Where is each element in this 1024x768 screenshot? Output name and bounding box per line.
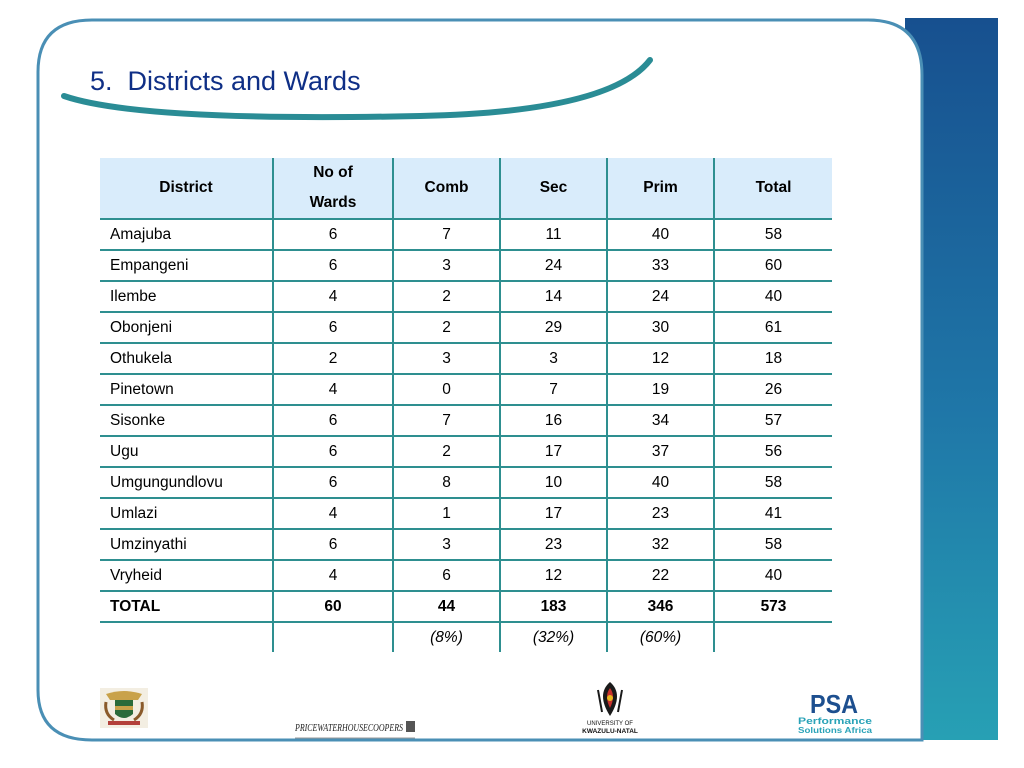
- cell-total: 41: [714, 498, 832, 529]
- pwc-wordmark: PRICEWATERHOUSECOOPERS: [294, 723, 404, 734]
- cell-district: Vryheid: [100, 560, 273, 591]
- cell-sec: 183: [500, 591, 607, 622]
- cell-total: [714, 622, 832, 652]
- cell-wards: 4: [273, 281, 393, 312]
- table-row: [100, 405, 832, 436]
- cell-comb: 7: [393, 219, 500, 250]
- cell-district: Sisonke: [100, 405, 273, 436]
- cell-district: Umlazi: [100, 498, 273, 529]
- cell-district: Ugu: [100, 436, 273, 467]
- cell-district: TOTAL: [100, 591, 273, 622]
- cell-district: Othukela: [100, 343, 273, 374]
- cell-prim: 40: [607, 219, 714, 250]
- cell-total: 58: [714, 219, 832, 250]
- table-row: [100, 374, 832, 405]
- percentage-row: [100, 622, 832, 652]
- header-wards-line2: Wards: [309, 194, 357, 211]
- psa-line2: Solutions Africa: [798, 726, 873, 735]
- ukzn-line1: UNIVERSITY OF: [587, 721, 633, 727]
- cell-comb: 7: [393, 405, 500, 436]
- cell-wards: 6: [273, 312, 393, 343]
- cell-total: 40: [714, 560, 832, 591]
- cell-comb: 2: [393, 436, 500, 467]
- cell-comb: 44: [393, 591, 500, 622]
- cell-prim: 22: [607, 560, 714, 591]
- cell-comb: 0: [393, 374, 500, 405]
- cell-total: 40: [714, 281, 832, 312]
- cell-wards: 6: [273, 219, 393, 250]
- cell-prim: 346: [607, 591, 714, 622]
- ukzn-line2: KWAZULU-NATAL: [582, 728, 638, 735]
- cell-total: 573: [714, 591, 832, 622]
- cell-total: 18: [714, 343, 832, 374]
- header-wards-line1: No of: [313, 164, 353, 181]
- cell-comb: 3: [393, 343, 500, 374]
- cell-district: Empangeni: [100, 250, 273, 281]
- header-no-of-wards: [273, 158, 393, 219]
- cell-sec: 17: [500, 436, 607, 467]
- cell-district: Umgungundlovu: [100, 467, 273, 498]
- table-row: [100, 281, 832, 312]
- cell-sec: 17: [500, 498, 607, 529]
- pricewaterhousecoopers-logo: [294, 714, 416, 740]
- cell-district: Pinetown: [100, 374, 273, 405]
- page-title: 5. Districts and Wards: [90, 66, 361, 96]
- ukzn-logo: [578, 680, 642, 736]
- cell-prim: 32: [607, 529, 714, 560]
- cell-sec: 10: [500, 467, 607, 498]
- cell-wards: 60: [273, 591, 393, 622]
- cell-prim: 30: [607, 312, 714, 343]
- table-row: [100, 250, 832, 281]
- cell-sec: 14: [500, 281, 607, 312]
- cell-wards: 6: [273, 436, 393, 467]
- cell-prim: (60%): [607, 622, 714, 652]
- psa-line1: Performance: [798, 716, 872, 726]
- cell-total: 58: [714, 467, 832, 498]
- cell-comb: 6: [393, 560, 500, 591]
- cell-comb: (8%): [393, 622, 500, 652]
- cell-total: 57: [714, 405, 832, 436]
- table-row: [100, 219, 832, 250]
- table-row: [100, 560, 832, 591]
- cell-district: [100, 622, 273, 652]
- kzn-coat-of-arms-logo: [100, 688, 148, 728]
- cell-prim: 12: [607, 343, 714, 374]
- cell-wards: 6: [273, 405, 393, 436]
- cell-comb: 2: [393, 312, 500, 343]
- cell-district: Ilembe: [100, 281, 273, 312]
- cell-sec: (32%): [500, 622, 607, 652]
- psa-mark: PSA: [810, 689, 859, 719]
- cell-total: 61: [714, 312, 832, 343]
- cell-wards: 2: [273, 343, 393, 374]
- cell-wards: 6: [273, 467, 393, 498]
- cell-wards: 6: [273, 250, 393, 281]
- cell-prim: 40: [607, 467, 714, 498]
- header-comb: Comb: [393, 158, 500, 219]
- table-body: [100, 219, 832, 652]
- cell-district: Amajuba: [100, 219, 273, 250]
- cell-prim: 23: [607, 498, 714, 529]
- districts-table: [100, 158, 832, 652]
- cell-district: Umzinyathi: [100, 529, 273, 560]
- header-district: District: [100, 158, 273, 219]
- table-row: [100, 498, 832, 529]
- table-row: [100, 343, 832, 374]
- cell-wards: 6: [273, 529, 393, 560]
- table-row: [100, 529, 832, 560]
- header-sec: Sec: [500, 158, 607, 219]
- table-row: [100, 467, 832, 498]
- cell-prim: 24: [607, 281, 714, 312]
- cell-sec: 29: [500, 312, 607, 343]
- table-row: [100, 436, 832, 467]
- cell-district: Obonjeni: [100, 312, 273, 343]
- cell-prim: 37: [607, 436, 714, 467]
- table-header-row: [100, 158, 832, 219]
- cell-sec: 16: [500, 405, 607, 436]
- cell-sec: 3: [500, 343, 607, 374]
- header-prim: Prim: [607, 158, 714, 219]
- cell-total: 26: [714, 374, 832, 405]
- psa-logo: [796, 686, 876, 736]
- cell-wards: 4: [273, 560, 393, 591]
- cell-wards: 4: [273, 498, 393, 529]
- cell-sec: 12: [500, 560, 607, 591]
- cell-prim: 34: [607, 405, 714, 436]
- cell-prim: 19: [607, 374, 714, 405]
- table-row: [100, 312, 832, 343]
- cell-sec: 7: [500, 374, 607, 405]
- cell-comb: 8: [393, 467, 500, 498]
- cell-prim: 33: [607, 250, 714, 281]
- cell-comb: 3: [393, 250, 500, 281]
- cell-sec: 11: [500, 219, 607, 250]
- cell-comb: 1: [393, 498, 500, 529]
- cell-total: 56: [714, 436, 832, 467]
- cell-total: 58: [714, 529, 832, 560]
- header-total: Total: [714, 158, 832, 219]
- cell-sec: 23: [500, 529, 607, 560]
- cell-sec: 24: [500, 250, 607, 281]
- cell-comb: 3: [393, 529, 500, 560]
- cell-wards: 4: [273, 374, 393, 405]
- cell-total: 60: [714, 250, 832, 281]
- total-row: [100, 591, 832, 622]
- cell-wards: [273, 622, 393, 652]
- cell-comb: 2: [393, 281, 500, 312]
